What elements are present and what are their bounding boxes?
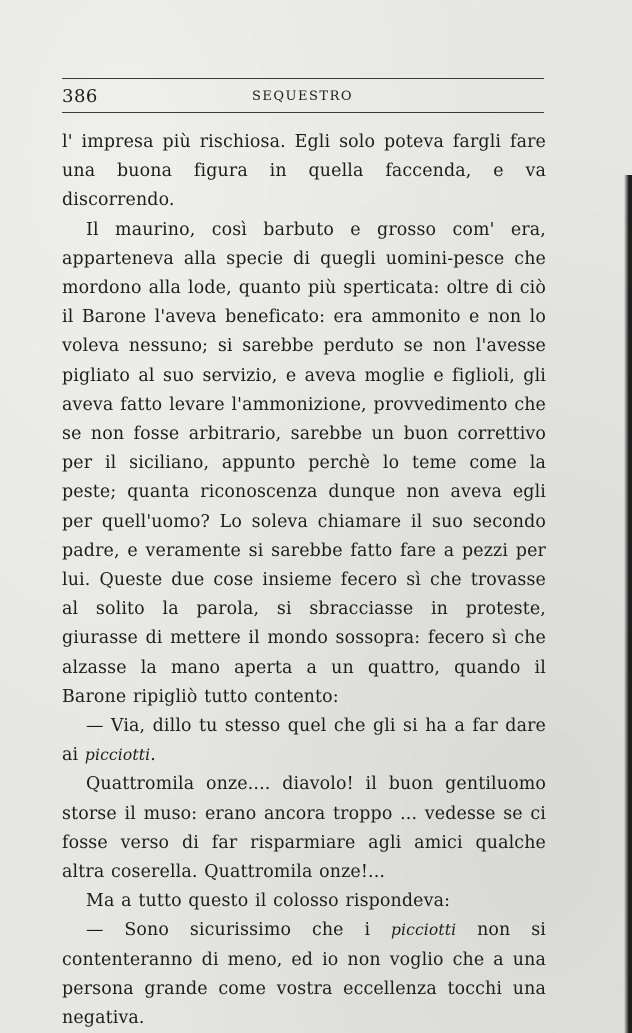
paragraph-6-italic: picciotti <box>390 921 457 940</box>
paragraph-6-text: — Sono sicurissimo che i <box>86 920 391 941</box>
page-header <box>62 78 544 118</box>
paragraph-3-italic: picciotti <box>84 746 151 765</box>
header-rule-top <box>62 78 544 79</box>
paragraph-3-text: — Via, dillo tu stesso quel che gli si ha a far dare ai <box>62 716 546 766</box>
paragraph-2: Il maurino, così barbuto e grosso com' era, apparteneva alla specie di quegli uomini-pesce che mordono alla lode, quanto più sperticata: oltre di ciò il Barone l'aveva beneficato: era ammonito e non lo voleva nessuno; si sarebbe perduto se non l'avesse pigliato al suo servizio, e aveva moglie e figlioli, gli aveva fatto levare l'ammonizione, provvedimento che se non fosse arbitrario, sarebbe un buon correttivo per il siciliano, appunto perchè lo teme come la peste; quanta riconoscenza dunque non aveva egli per quell'uomo? Lo soleva chiamare il suo secondo padre, e veramente si sarebbe fatto fare a pezzi per lui. Queste due cose insieme fecero sì che trovasse al solito la parola, si sbracciasse in proteste, giurasse di mettere il mondo sossopra: fecero sì che alzasse la mano aperta a un quattro, quando il Barone ripigliò tutto contento: <box>62 219 546 707</box>
body-text <box>62 128 546 1033</box>
paragraph-6-end: non si contenteranno di meno, ed io non voglio che a una persona grande come vostra eccellenza tocchi una negativa. <box>62 920 546 1029</box>
header-rule-bottom <box>62 112 544 113</box>
paragraph-5: Ma a tutto questo il colosso rispondeva: <box>86 891 451 912</box>
paragraph-4: Quattromila onze.... diavolo! il buon gentiluomo storse il muso: erano ancora troppo ... vedesse se ci fosse verso di far risparmiare agli amici qualche altra coserella. Quattromila onze!... <box>62 774 546 883</box>
page-number: 386 <box>62 86 98 107</box>
paragraph-3-end: . <box>150 745 156 766</box>
paragraph-1: l' impresa più rischiosa. Egli solo poteva fargli fare una buona figura in quella faccenda, e va discorrendo. <box>62 132 546 211</box>
paragraph-3 <box>62 712 546 770</box>
page-edge-shadow <box>624 175 632 1033</box>
running-title: SEQUESTRO <box>252 89 354 104</box>
paragraph-6 <box>62 916 546 1033</box>
